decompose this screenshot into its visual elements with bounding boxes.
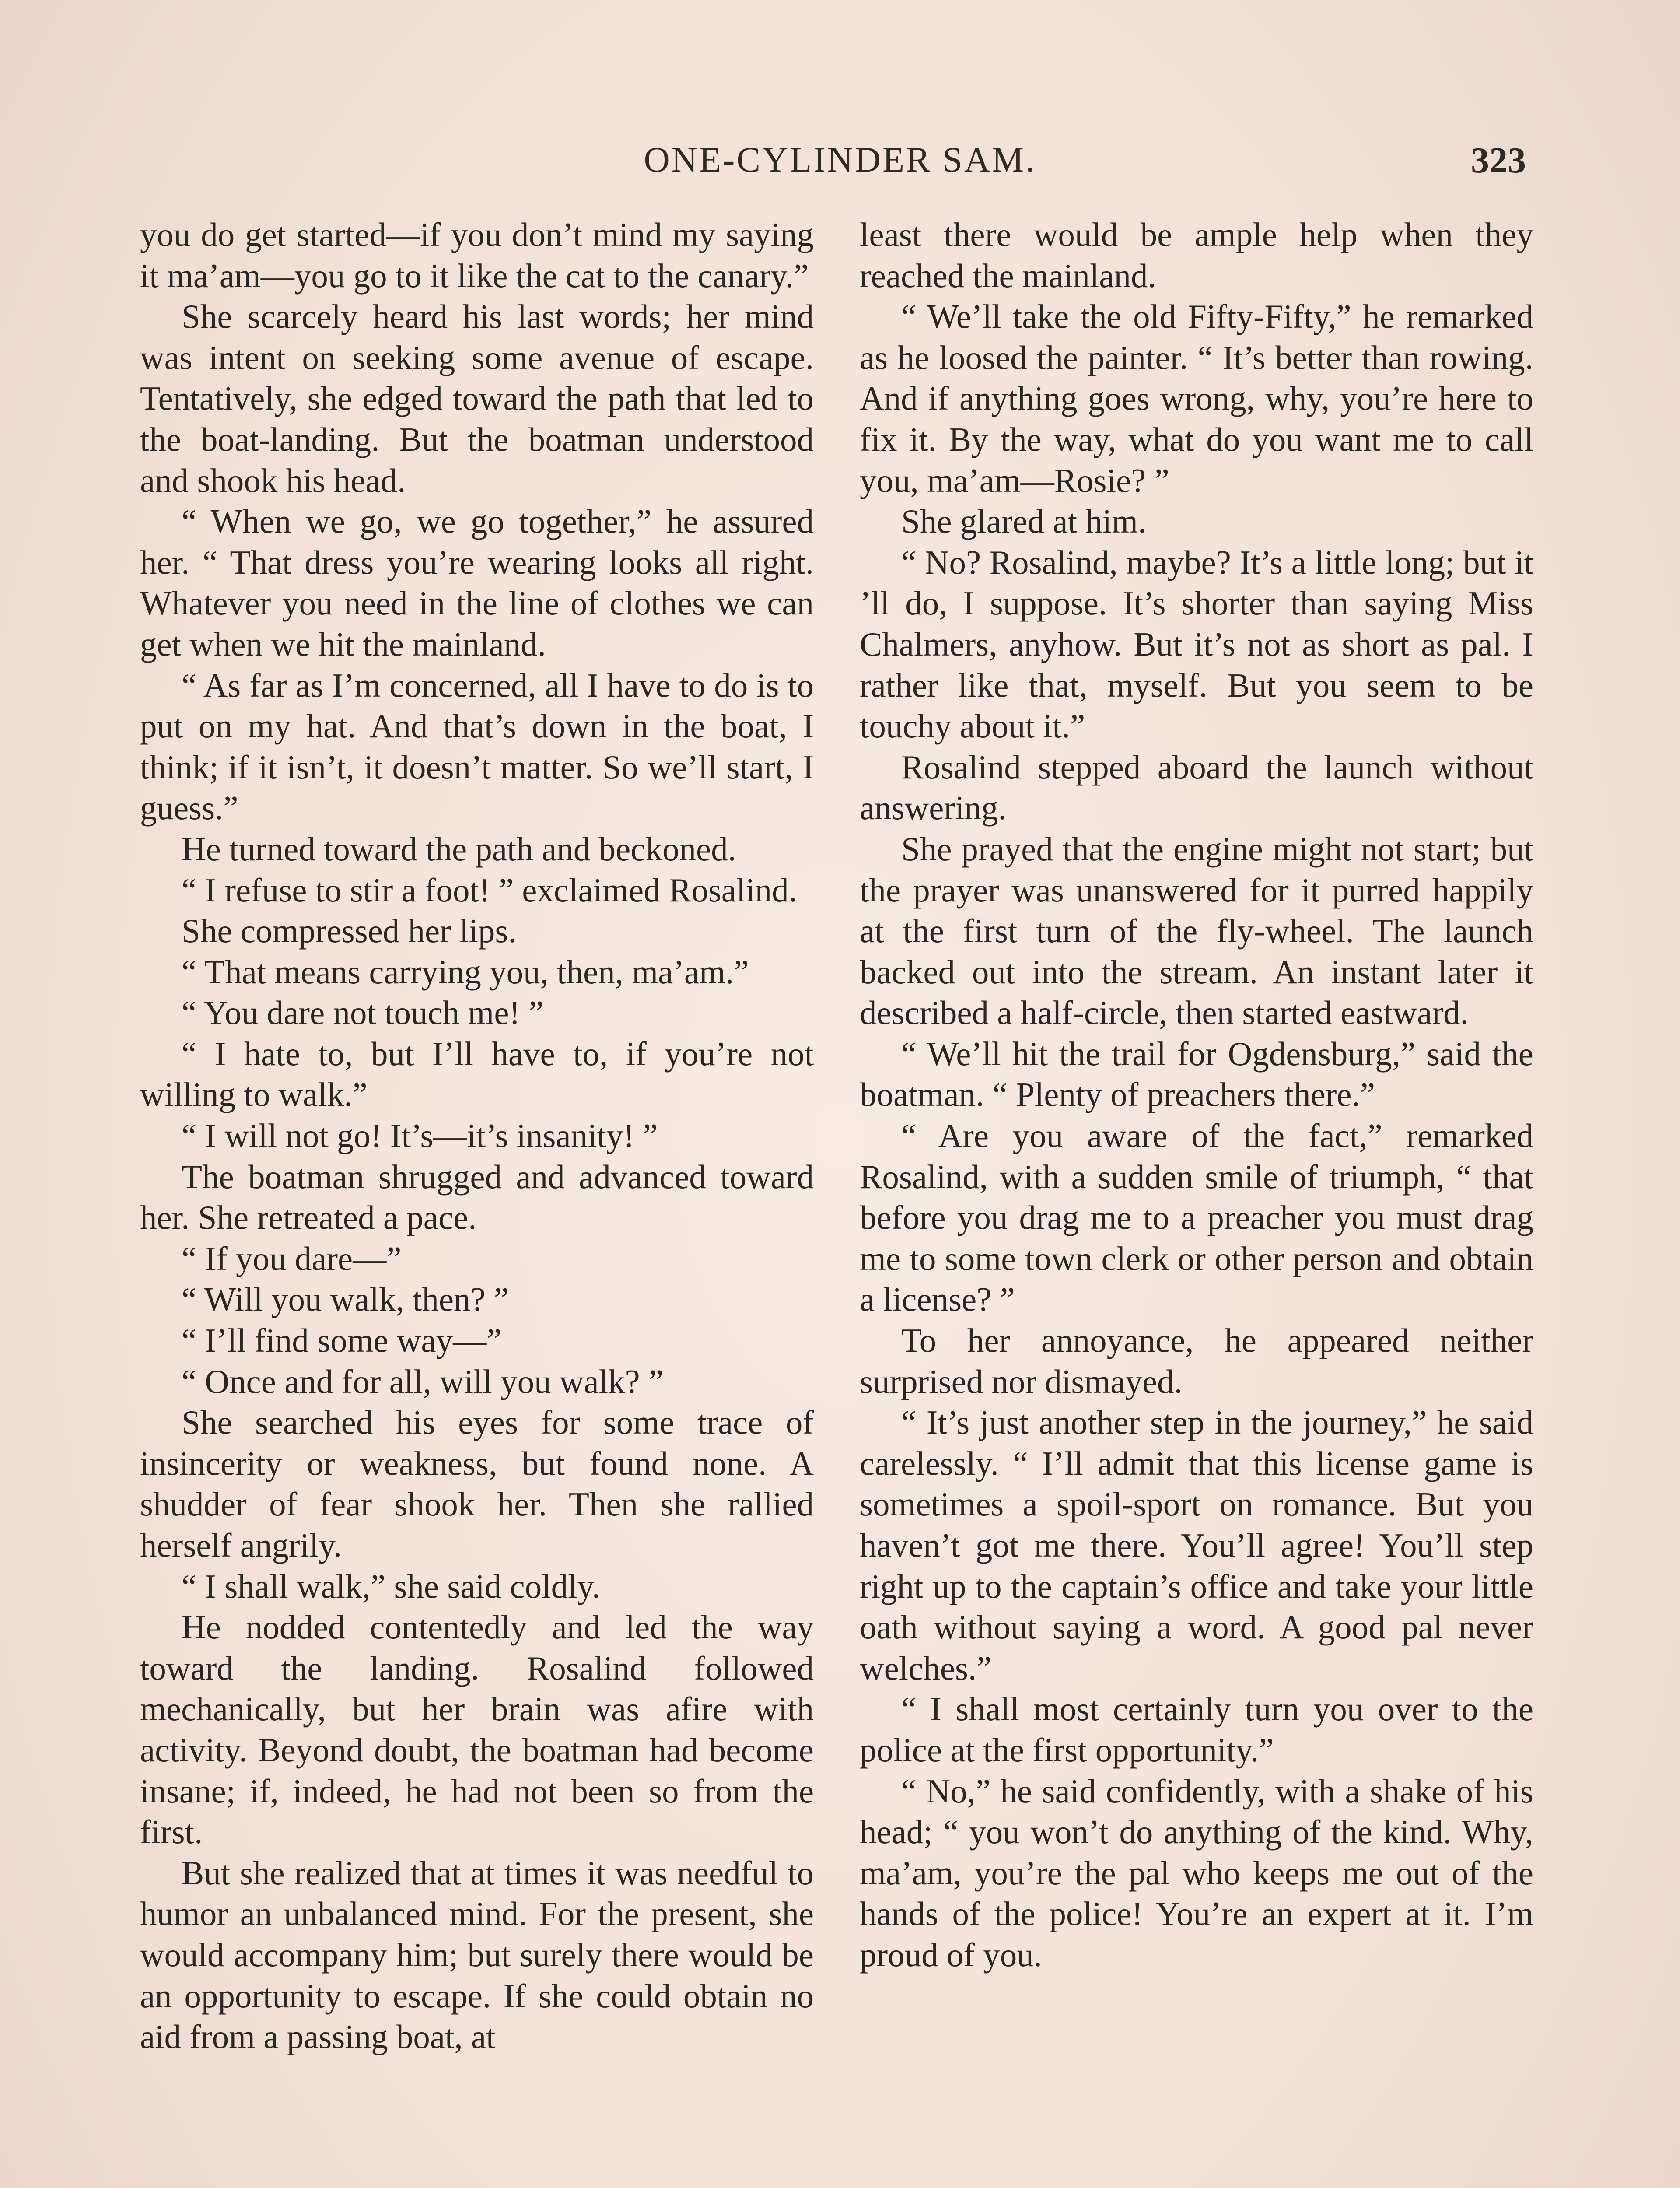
paragraph: “ That means carrying you, then, ma’am.” bbox=[182, 953, 749, 991]
paragraph: “ If you dare—” bbox=[182, 1239, 402, 1277]
paragraph: She prayed that the engine might not start; but the prayer was unanswered for it purred happily at the first turn of the fly-wheel. The launch backed out into the stream. An instant later it described a half-circle, then started eastward. bbox=[860, 830, 1533, 1032]
paragraph: “ I refuse to stir a foot! ” exclaimed Rosalind. bbox=[182, 871, 797, 909]
paragraph: “ When we go, we go together,” he assured her. “ That dress you’re wearing looks all right. Whatever you need in the line of clothes we can get when we hit the mainland. bbox=[140, 502, 814, 663]
paragraph: “ Once and for all, will you walk? ” bbox=[182, 1362, 664, 1400]
paragraph: “ I will not go! It’s—it’s insanity! ” bbox=[182, 1117, 658, 1155]
paragraph: “ I shall walk,” she said coldly. bbox=[182, 1567, 601, 1605]
running-title: ONE-CYLINDER SAM. bbox=[644, 140, 1036, 179]
paragraph: She scarcely heard his last words; her mind was intent on seeking some avenue of escape. Tentatively, she edged toward the path that led to the boat-landing. But the boatman understood and shook his head. bbox=[140, 298, 814, 499]
paragraph: He nodded contentedly and led the way toward the landing. Rosalind followed mechanically, but her brain was afire with activity. Beyond doubt, the boatman had become insane; if, indeed, he had not been so from the first. bbox=[140, 1608, 814, 1851]
paragraph: “ You dare not touch me! ” bbox=[182, 994, 544, 1032]
paragraph: least there would be ample help when they reached the mainland. bbox=[860, 216, 1533, 295]
paragraph: “ No? Rosalind, maybe? It’s a little long; but it ’ll do, I suppose. It’s shorter than saying Miss Chalmers, anyhow. But it’s not as short as pal. I rather like that, myself. But you seem to be touchy about it.” bbox=[860, 543, 1533, 745]
paragraph: To her annoyance, he appeared neither surprised nor dismayed. bbox=[860, 1322, 1533, 1400]
page-number: 323 bbox=[1471, 140, 1526, 181]
paragraph: “ Are you aware of the fact,” remarked Rosalind, with a sudden smile of triumph, “ that before you drag me to a preacher you must drag me to some town clerk or other person and obtain a license? ” bbox=[860, 1117, 1533, 1318]
paragraph: But she realized that at times it was needful to humor an unbalanced mind. For the present, she would accompany him; but surely there would be an opportunity to escape. If she could obtain no aid from a passing boat, at bbox=[140, 1854, 814, 2056]
paragraph: She compressed her lips. bbox=[182, 912, 517, 950]
paragraph: She searched his eyes for some trace of insincerity or weakness, but found none. A shudder of fear shook her. Then she rallied herself angrily. bbox=[140, 1403, 814, 1564]
paragraph: “ We’ll take the old Fifty-Fifty,” he remarked as he loosed the painter. “ It’s better than rowing. And if anything goes wrong, why, you’re here to fix it. By the way, what do you want me to call you, ma’am—Rosie? ” bbox=[860, 298, 1533, 499]
left-text-column bbox=[140, 214, 814, 2058]
paragraph: Rosalind stepped aboard the launch without answering. bbox=[860, 748, 1533, 827]
paragraph: “ I’ll find some way—” bbox=[182, 1322, 502, 1360]
paragraph: “ No,” he said confidently, with a shake of his head; “ you won’t do anything of the kind. Why, ma’am, you’re the pal who keeps me out of the hands of the police! You’re an expert at it. I’m proud of you. bbox=[860, 1772, 1533, 1974]
paragraph: “ It’s just another step in the journey,” he said carelessly. “ I’ll admit that this license game is sometimes a spoil-sport on romance. But you haven’t got me there. You’ll agree! You’ll step right up to the captain’s office and take your little oath without saying a word. A good pal never welches.” bbox=[860, 1403, 1533, 1687]
paragraph: He turned toward the path and beckoned. bbox=[182, 830, 736, 868]
paragraph: “ As far as I’m concerned, all I have to do is to put on my hat. And that’s down in the boat, I think; if it isn’t, it doesn’t matter. So we’ll start, I guess.” bbox=[140, 666, 814, 827]
paragraph: The boatman shrugged and advanced toward her. She retreated a pace. bbox=[140, 1157, 814, 1237]
right-text-column bbox=[860, 214, 1533, 1976]
paragraph: “ I hate to, but I’ll have to, if you’re not willing to walk.” bbox=[140, 1034, 814, 1114]
page-header bbox=[0, 131, 1680, 193]
paragraph: She glared at him. bbox=[901, 502, 1147, 540]
paragraph: you do get started—if you don’t mind my saying it ma’am—you go to it like the cat to the canary.” bbox=[140, 216, 814, 295]
paragraph: “ I shall most certainly turn you over to the police at the first opportunity.” bbox=[860, 1690, 1533, 1769]
paragraph: “ Will you walk, then? ” bbox=[182, 1280, 509, 1318]
paragraph: “ We’ll hit the trail for Ogdensburg,” said the boatman. “ Plenty of preachers there.” bbox=[860, 1034, 1533, 1114]
